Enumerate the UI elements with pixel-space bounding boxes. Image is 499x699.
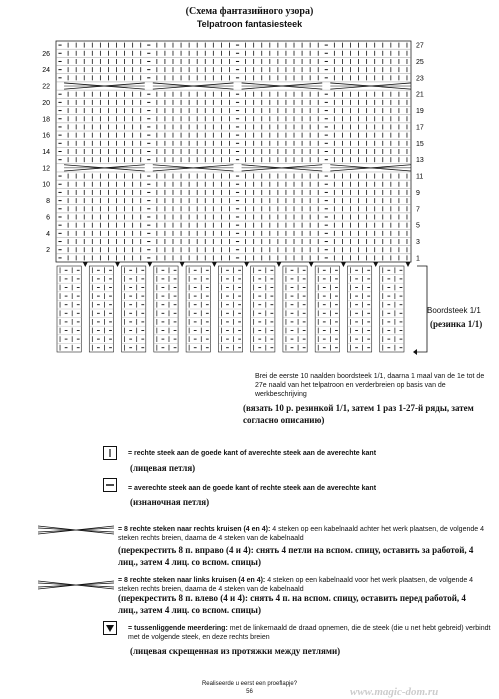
legend-text-ru: (лицевая скрещенная из протяжки между петлями): [130, 646, 341, 656]
legend-text-nl-bold: = tussenliggende meerdering:: [128, 625, 228, 632]
legend-text-nl-rest: 4 steken op een kabelnaald achter het werk plaatsen, de volgende 4 steken rechts breien, daarna de 4 steken van de kabelnaald: [118, 526, 484, 542]
row-number-left: 12: [42, 165, 50, 173]
legend-text-ru: (лицевая петля): [130, 463, 196, 473]
footer-text: Realiseerde u eerst een proeflapje?: [201, 681, 298, 687]
row-number-right: 1: [416, 255, 420, 263]
page-number: 56: [246, 689, 253, 695]
decrease-triangle-mark: [309, 262, 314, 267]
chart-frame: [56, 41, 411, 262]
purl-stitch-icon: [103, 478, 117, 497]
decrease-triangle-icon: [103, 621, 117, 640]
decrease-triangle-mark: [212, 262, 217, 267]
decrease-triangle-mark: [341, 262, 346, 267]
row-number-right: 9: [416, 189, 420, 197]
legend-text-nl: [128, 449, 491, 458]
legend-text-nl-rest: met de linkernaald de draad opnemen, die de steek (die u net hebt gebreid) verbindt met de volgende steek, en deze rechts breien: [128, 625, 491, 641]
decrease-triangle-mark: [406, 262, 411, 267]
chart-title-ru: (Схема фантазийного узора): [185, 6, 314, 17]
row-number-right: 13: [416, 157, 424, 165]
row-number-left: 14: [42, 149, 50, 156]
ribbing-bracket: [417, 266, 427, 352]
row-number-right: 27: [416, 42, 424, 50]
row-number-left: 24: [42, 67, 50, 75]
ribbing-bracket-arrow: [413, 349, 417, 355]
decrease-triangle-mark: [147, 262, 152, 267]
boordsteek-label-ru: (резинка 1/1): [430, 319, 483, 329]
row-number-right: 11: [416, 173, 424, 181]
decrease-triangle-mark: [180, 262, 185, 267]
row-number-left: 8: [46, 198, 50, 206]
row-number-left: 20: [42, 99, 50, 107]
legend-text-nl-bold: = averechte steek aan de goede kant of rechte steek aan de averechte kant: [128, 485, 377, 492]
legend-text-nl-rest: 4 steken op een kabelnaald voor het werk plaatsen, de volgende 4 steken rechts breien, daarna de 4 steken van de kabelnaald: [118, 577, 474, 593]
row-number-left: 6: [46, 214, 50, 222]
row-number-left: 10: [42, 181, 50, 189]
row-number-left: 16: [42, 132, 50, 140]
legend-text-nl-bold: = rechte steek aan de goede kant of averechte steek aan de averechte kant: [128, 450, 377, 457]
row-number-right: 21: [416, 91, 424, 99]
boordsteek-label: Boordsteek 1/1: [427, 306, 481, 315]
legend-text-nl-bold: = 8 rechte steken naar links kruisen (4 en 4):: [118, 577, 266, 584]
row-number-right: 3: [416, 239, 420, 247]
decrease-triangle-mark: [276, 262, 281, 267]
row-number-left: 26: [42, 50, 50, 58]
legend-text-ru: (изнаночная петля): [130, 497, 210, 507]
row-number-right: 25: [416, 58, 424, 66]
instructions-ru: (вязать 10 р. резинкой 1/1, затем 1 раз 1-27-й ряды, затем согласно описанию): [243, 403, 474, 425]
left-cross-cable-icon: [38, 578, 114, 596]
decrease-triangle-mark: [244, 262, 249, 267]
row-number-right: 5: [416, 222, 420, 230]
decrease-triangle-mark: [83, 262, 88, 267]
row-number-left: 18: [42, 116, 50, 124]
legend-text-nl: [128, 484, 491, 493]
row-number-right: 17: [416, 124, 424, 132]
decrease-triangle-mark: [115, 262, 120, 267]
legend-text-nl: [128, 624, 491, 642]
legend-text-nl: [118, 525, 491, 543]
legend-text-nl-bold: = 8 rechte steken naar rechts kruisen (4 en 4):: [118, 526, 271, 533]
legend-text-ru: (перекрестить 8 п. влево (4 и 4): снять 4 п. на вспом. спицу, оставить перед работой, 4 лиц., затем 4 лиц. со вспом. спицы): [118, 593, 466, 615]
right-cross-cable-icon: [38, 523, 114, 541]
row-number-left: 2: [46, 247, 50, 255]
row-number-right: 7: [416, 206, 420, 214]
decrease-triangle-mark: [373, 262, 378, 267]
knit-stitch-icon: [103, 446, 117, 465]
row-number-right: 19: [416, 108, 424, 116]
watermark: www.magic-dom.ru: [350, 686, 439, 698]
chart-title-nl: Telpatroon fantasiesteek: [196, 19, 303, 29]
row-number-left: 4: [46, 230, 50, 238]
row-number-right: 15: [416, 140, 424, 148]
row-number-left: 22: [42, 83, 50, 91]
instructions-nl: Brei de eerste 10 naalden boordsteek 1/1, daarna 1 maal van de 1e tot de 27e naald van het telpatroon en verderbreien op basis van de werkbeschrijving: [255, 373, 485, 398]
legend-text-ru: (перекрестить 8 п. вправо (4 и 4): снять 4 петли на вспом. спицу, оставить за работой, 4 лиц., затем 4 лиц. со вспом. спицы): [118, 545, 474, 567]
row-number-right: 23: [416, 75, 424, 83]
